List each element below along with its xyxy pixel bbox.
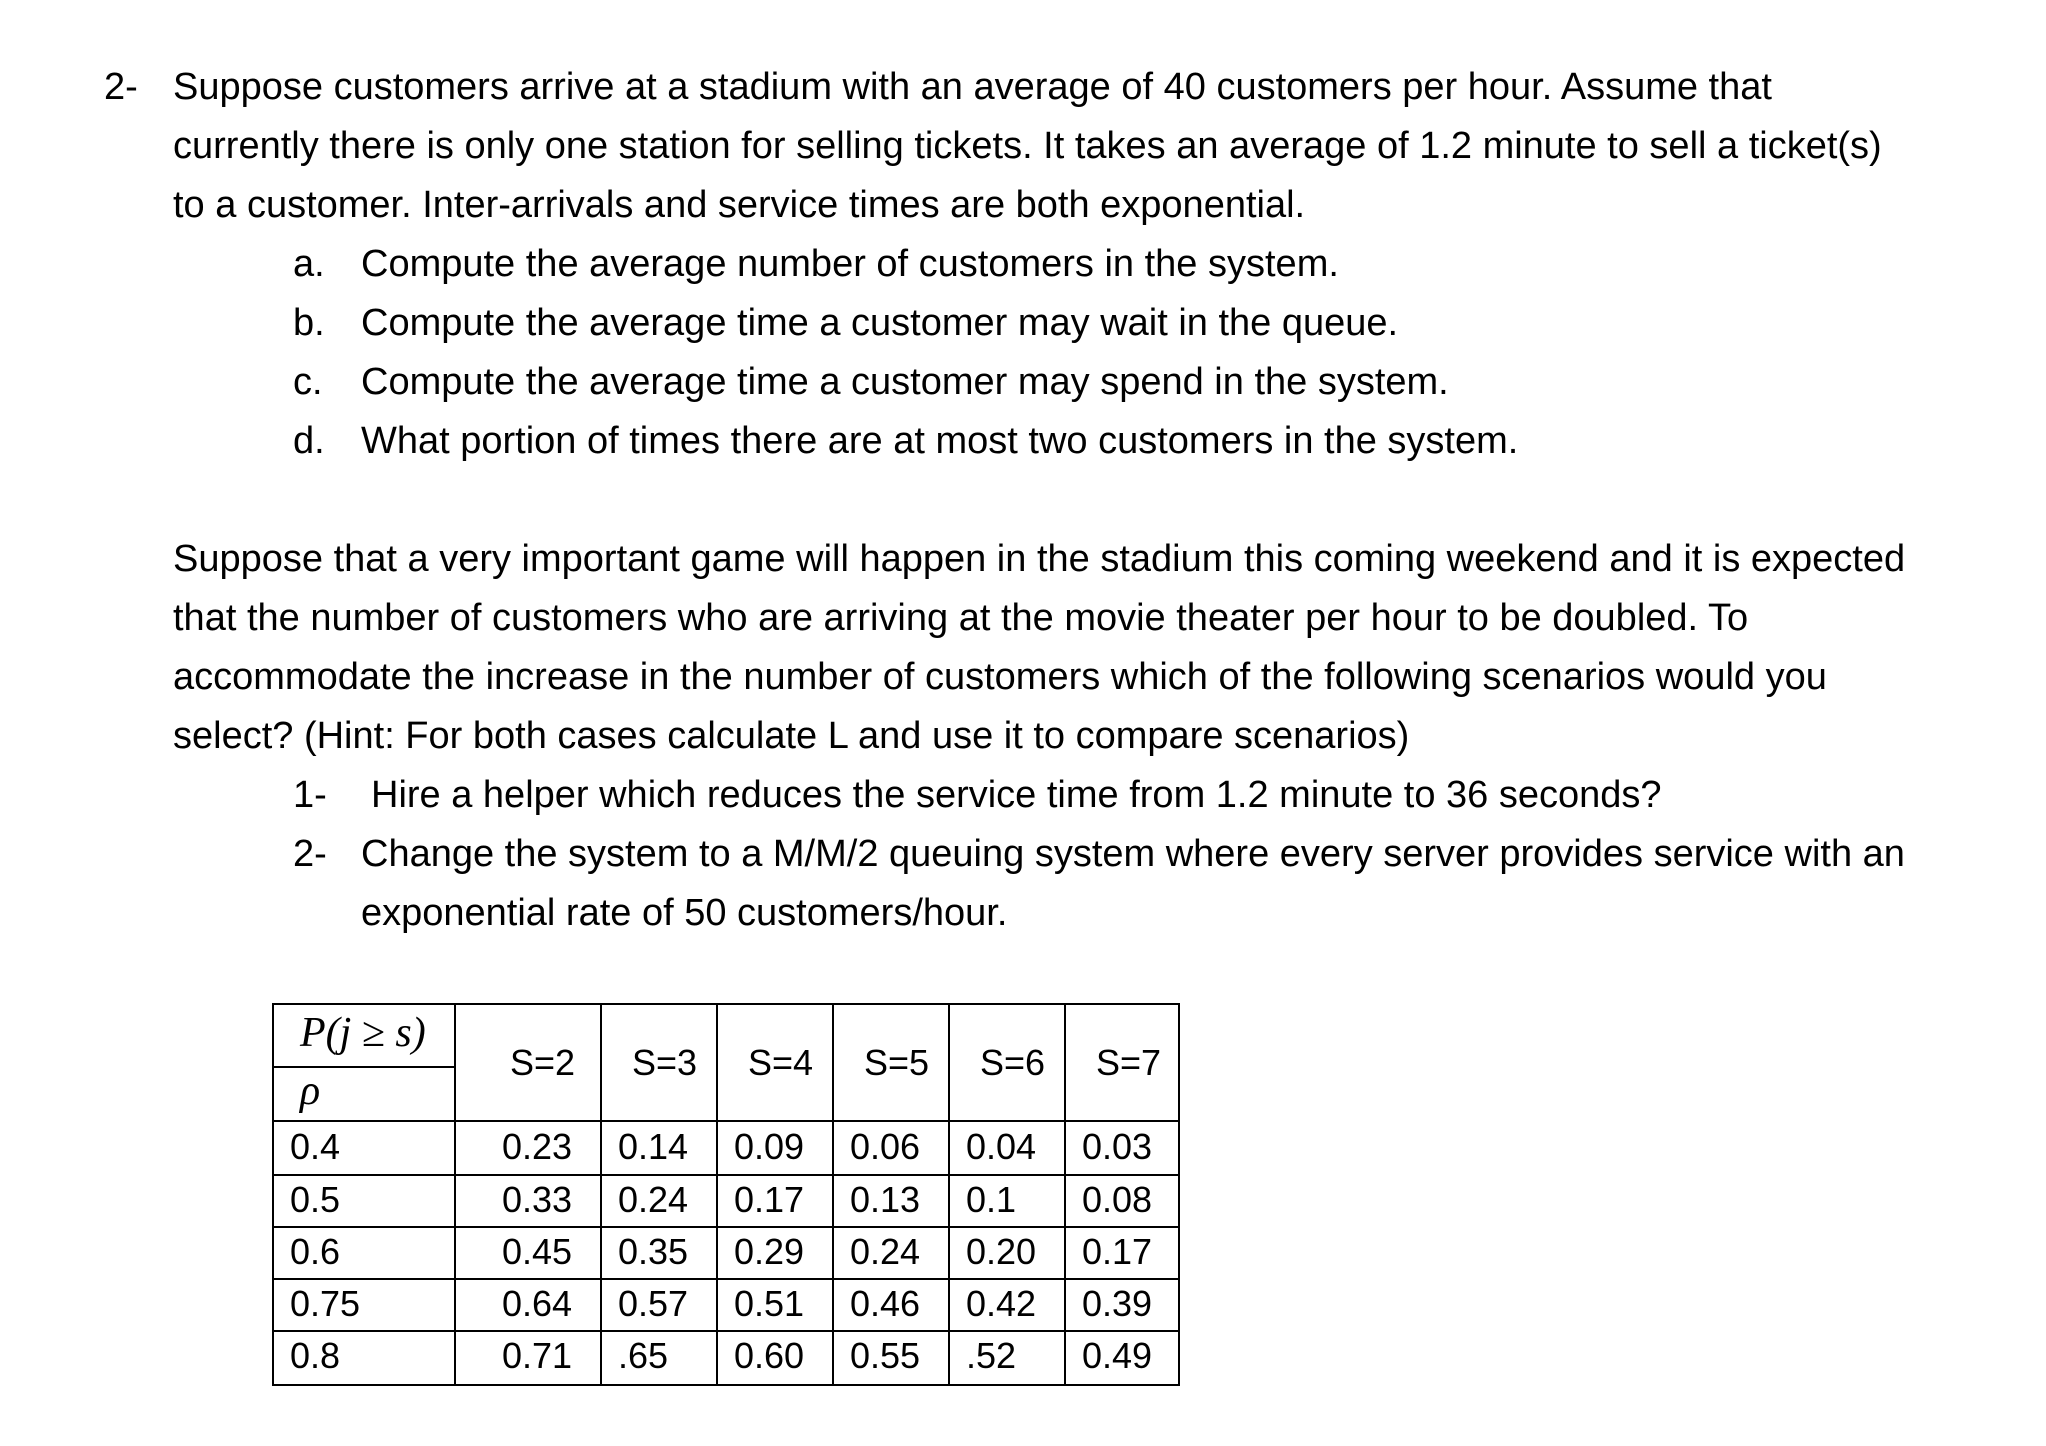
scenario-line: Suppose that a very important game will happen in the stadium this coming weekend and it is expected	[173, 538, 1906, 580]
column-header: S=3	[632, 1042, 698, 1083]
table-cell: 0.17	[734, 1179, 805, 1220]
table-cell: 0.57	[618, 1283, 689, 1324]
table-cell: 0.04	[966, 1126, 1037, 1167]
rho-value: 0.4	[290, 1126, 341, 1167]
intro-line: currently there is only one station for selling tickets. It takes an average of 1.2 minute to sell a ticket(s)	[173, 125, 1882, 167]
option-label: 2-	[293, 833, 327, 875]
scenario-line: accommodate the increase in the number of customers which of the following scenarios would you	[173, 656, 1827, 698]
table-cell: 0.71	[502, 1335, 573, 1376]
column-header: S=7	[1096, 1042, 1162, 1083]
column-header: S=4	[748, 1042, 814, 1083]
option-text: exponential rate of 50 customers/hour.	[361, 892, 1008, 934]
option-text: Change the system to a M/M/2 queuing system where every server provides service with an	[361, 833, 1905, 875]
table-cell: .52	[966, 1335, 1017, 1376]
table-cell: 0.1	[966, 1179, 1017, 1220]
table-cell: 0.60	[734, 1335, 805, 1376]
rho-value: 0.75	[290, 1283, 361, 1324]
table-cell: 0.42	[966, 1283, 1037, 1324]
rho-value: 0.5	[290, 1179, 341, 1220]
header-rho: ρ	[300, 1068, 321, 1114]
table-cell: 0.09	[734, 1126, 805, 1167]
table-cell: 0.49	[1082, 1335, 1153, 1376]
table-cell: 0.35	[618, 1231, 689, 1272]
table-cell: 0.45	[502, 1231, 573, 1272]
table-cell: 0.29	[734, 1231, 805, 1272]
part-text: Compute the average time a customer may wait in the queue.	[361, 302, 1399, 344]
scenario-line: select? (Hint: For both cases calculate L and use it to compare scenarios)	[173, 715, 1410, 757]
option-text: Hire a helper which reduces the service time from 1.2 minute to 36 seconds?	[371, 774, 1662, 816]
table-cell: 0.33	[502, 1179, 573, 1220]
part-label: c.	[293, 361, 323, 403]
part-text: Compute the average number of customers in the system.	[361, 243, 1339, 285]
rho-value: 0.6	[290, 1231, 341, 1272]
table-cell: 0.46	[850, 1283, 921, 1324]
probability-table	[272, 1003, 1180, 1386]
column-header: S=6	[980, 1042, 1046, 1083]
question-number: 2-	[104, 66, 138, 108]
intro-line: to a customer. Inter-arrivals and service times are both exponential.	[173, 184, 1306, 226]
rho-value: 0.8	[290, 1335, 341, 1376]
column-header: S=2	[510, 1042, 576, 1083]
scenario-line: that the number of customers who are arriving at the movie theater per hour to be doubled. To	[173, 597, 1749, 639]
part-label: d.	[293, 420, 325, 462]
table-cell: .65	[618, 1335, 669, 1376]
table-cell: 0.14	[618, 1126, 689, 1167]
table-cell: 0.39	[1082, 1283, 1153, 1324]
table-cell: 0.23	[502, 1126, 573, 1167]
intro-line: Suppose customers arrive at a stadium with an average of 40 customers per hour. Assume that	[173, 66, 1772, 108]
option-label: 1-	[293, 774, 327, 816]
table-cell: 0.06	[850, 1126, 921, 1167]
table-cell: 0.03	[1082, 1126, 1153, 1167]
header-probability: P(j ≥ s)	[300, 1010, 426, 1056]
column-header: S=5	[864, 1042, 930, 1083]
table-cell: 0.13	[850, 1179, 921, 1220]
part-text: Compute the average time a customer may spend in the system.	[361, 361, 1449, 403]
table-cell: 0.08	[1082, 1179, 1153, 1220]
table-cell: 0.51	[734, 1283, 805, 1324]
table-cell: 0.24	[850, 1231, 921, 1272]
table-cell: 0.17	[1082, 1231, 1153, 1272]
table-cell: 0.20	[966, 1231, 1037, 1272]
table-cell: 0.64	[502, 1283, 573, 1324]
part-text: What portion of times there are at most two customers in the system.	[361, 420, 1519, 462]
part-label: b.	[293, 302, 325, 344]
table-cell: 0.55	[850, 1335, 921, 1376]
part-label: a.	[293, 243, 325, 285]
table-cell: 0.24	[618, 1179, 689, 1220]
